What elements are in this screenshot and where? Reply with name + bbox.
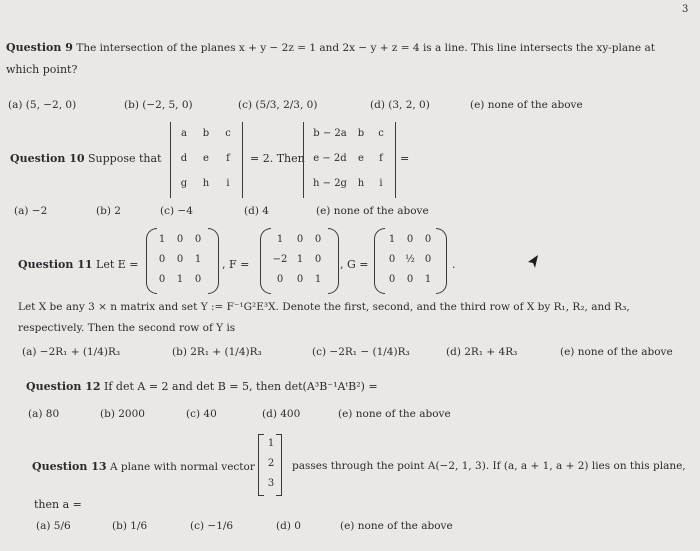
det2-cell: e − 2d	[313, 153, 347, 164]
q13-option-d[interactable]: (d) 0	[276, 520, 301, 532]
vector-cell: 2	[267, 458, 275, 469]
f-cell: 1	[276, 234, 284, 245]
vector-cell: 1	[267, 438, 275, 449]
q11-option-e[interactable]: (e) none of the above	[560, 346, 673, 358]
det1-cell: d	[180, 153, 188, 164]
g-cell: 1	[424, 274, 432, 285]
e-cell: 0	[158, 254, 166, 265]
det2-cell: e	[358, 153, 364, 164]
q10-intro	[10, 152, 161, 165]
q13-option-a[interactable]: (a) 5/6	[36, 520, 71, 532]
q11-text-line1: Let X be any 3 × n matrix and set Y := F⁻¹G²E³X. Denote the first, second, and the third row of X by R₁, R₂, and R₃,	[18, 301, 630, 313]
q12-option-e[interactable]: (e) none of the above	[338, 408, 451, 420]
f-cell: −2	[272, 254, 288, 265]
q13-normal-vector	[258, 434, 284, 496]
det1-cell: f	[226, 153, 230, 164]
e-cell: 1	[194, 254, 202, 265]
q10-equals-end: =	[400, 152, 410, 165]
q11-option-b[interactable]: (b) 2R₁ + (1/4)R₃	[172, 346, 262, 358]
det2-cell: h	[357, 178, 365, 189]
q10-option-d[interactable]: (d) 4	[244, 205, 269, 217]
e-cell: 1	[158, 234, 166, 245]
det1-cell: h	[202, 178, 210, 189]
g-cell: 0	[424, 234, 432, 245]
q13-then-text: then a =	[34, 498, 82, 511]
g-cell: 0	[406, 234, 414, 245]
mouse-cursor-icon	[526, 254, 542, 270]
q12-option-d[interactable]: (d) 400	[262, 408, 301, 420]
det2-cell: f	[379, 153, 383, 164]
g-cell: 0	[388, 274, 396, 285]
q10-option-e[interactable]: (e) none of the above	[316, 205, 429, 217]
q13-text-b: passes through the point A(−2, 1, 3). If (a, a + 1, a + 2) lies on this plane,	[292, 460, 686, 472]
q9-option-e[interactable]: (e) none of the above	[470, 99, 583, 111]
g-cell: 0	[424, 254, 432, 265]
q12-option-a[interactable]: (a) 80	[28, 408, 60, 420]
q13-option-c[interactable]: (c) −1/6	[190, 520, 234, 532]
q9-option-a[interactable]: (a) (5, −2, 0)	[8, 99, 77, 111]
det1-cell: b	[202, 128, 210, 139]
q10-option-a[interactable]: (a) −2	[14, 205, 48, 217]
q12-title: Question 12	[26, 380, 101, 393]
det2-cell: b	[357, 128, 365, 139]
g-cell: 1	[388, 234, 396, 245]
q10-option-c[interactable]: (c) −4	[160, 205, 193, 217]
det1-cell: e	[203, 153, 209, 164]
q11-matrix-f	[260, 228, 342, 294]
det2-cell: c	[378, 128, 384, 139]
q11-intro	[18, 258, 139, 271]
f-cell: 0	[296, 274, 304, 285]
q11-option-c[interactable]: (c) −2R₁ − (1/4)R₃	[312, 346, 410, 358]
q11-matrix-e	[146, 228, 222, 294]
g-cell: 0	[388, 254, 396, 265]
det2-cell: b − 2a	[313, 128, 347, 139]
q11-let-text: Let E =	[96, 258, 139, 271]
det1-cell: a	[181, 128, 187, 139]
e-cell: 1	[176, 274, 184, 285]
det1-cell: i	[226, 178, 230, 189]
q13-option-e[interactable]: (e) none of the above	[340, 520, 453, 532]
q10-title: Question 10	[10, 152, 85, 165]
f-cell: 1	[314, 274, 322, 285]
q10-determinant-2	[303, 122, 403, 198]
det2-cell: i	[379, 178, 383, 189]
q9-line1	[6, 41, 655, 54]
q11-g-label: , G =	[340, 258, 369, 271]
q11-matrix-g	[374, 228, 450, 294]
q10-text: Suppose that	[88, 152, 162, 165]
q10-equals-text: = 2. Then	[250, 152, 305, 165]
q9-text-line2: which point?	[6, 63, 78, 76]
g-cell: 0	[406, 274, 414, 285]
g-cell: ½	[405, 254, 415, 265]
f-cell: 1	[296, 254, 304, 265]
q9-title: Question 9	[6, 41, 73, 54]
q12-option-b[interactable]: (b) 2000	[100, 408, 145, 420]
q11-f-label: , F =	[222, 258, 250, 271]
q11-period: .	[452, 258, 456, 271]
q9-option-b[interactable]: (b) (−2, 5, 0)	[124, 99, 193, 111]
q13-option-b[interactable]: (b) 1/6	[112, 520, 148, 532]
q12-option-c[interactable]: (c) 40	[186, 408, 217, 420]
q12-text: If det A = 2 and det B = 5, then det(A³B⁻¹AᵗB²) =	[104, 380, 378, 393]
f-cell: 0	[296, 234, 304, 245]
q13-title: Question 13	[32, 460, 107, 473]
e-cell: 0	[158, 274, 166, 285]
f-cell: 0	[314, 234, 322, 245]
e-cell: 0	[194, 274, 202, 285]
q11-option-d[interactable]: (d) 2R₁ + 4R₃	[446, 346, 518, 358]
e-cell: 0	[194, 234, 202, 245]
q10-determinant-1	[170, 122, 250, 198]
q13-intro	[32, 460, 255, 473]
f-cell: 0	[276, 274, 284, 285]
vector-cell: 3	[267, 478, 275, 489]
q11-text-line2: respectively. Then the second row of Y is	[18, 322, 236, 334]
q11-title: Question 11	[18, 258, 93, 271]
e-cell: 0	[176, 254, 184, 265]
q10-option-b[interactable]: (b) 2	[96, 205, 121, 217]
q13-text-a: A plane with normal vector	[110, 461, 255, 473]
f-cell: 0	[314, 254, 322, 265]
det2-cell: h − 2g	[313, 178, 347, 189]
q11-option-a[interactable]: (a) −2R₁ + (1/4)R₃	[22, 346, 121, 358]
e-cell: 0	[176, 234, 184, 245]
det1-cell: c	[225, 128, 231, 139]
q9-option-c[interactable]: (c) (5/3, 2/3, 0)	[238, 99, 318, 111]
page-number: 3	[682, 4, 689, 15]
q9-text-line1: The intersection of the planes x + y − 2z = 1 and 2x − y + z = 4 is a line. This line intersects the xy-plane at	[76, 42, 655, 54]
det1-cell: g	[180, 178, 188, 189]
q9-option-d[interactable]: (d) (3, 2, 0)	[370, 99, 430, 111]
q12-line	[26, 380, 378, 393]
